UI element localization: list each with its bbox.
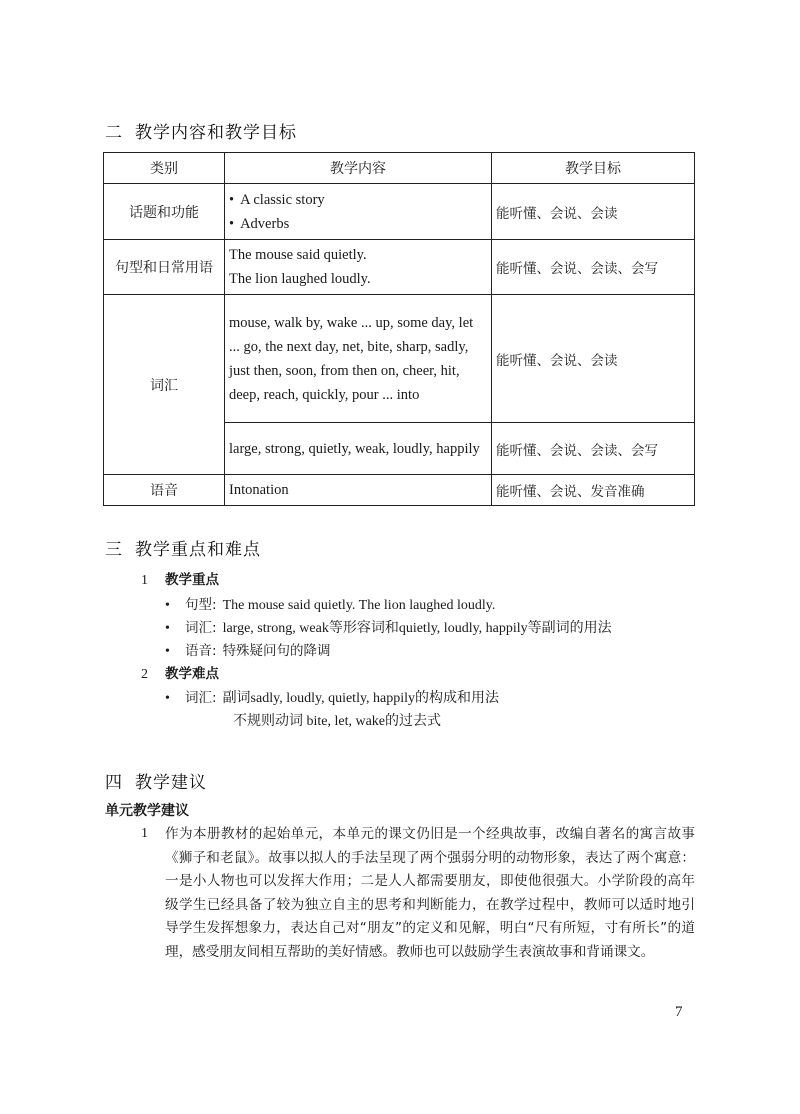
table-cell-content: large, strong, quietly, weak, loudly, happily [225, 423, 492, 475]
table-cell-content [225, 184, 492, 240]
table-cell-goal: 能听懂、会说、发音准确 [492, 475, 695, 506]
subsection-difficulties: 2 教学难点 [141, 666, 219, 682]
table-cell-content: mouse, walk by, wake ... up, some day, let ... go, the next day, net, bite, sharp, sadly, just then, soon, from then on, cheer, hit, deep, reach, quickly, pour ... into [225, 295, 492, 423]
suggestion-paragraph: 作为本册教材的起始单元，本单元的课文仍旧是一个经典故事，改编自著名的寓言故事《狮子和老鼠》。故事以拟人的手法呈现了两个强弱分明的动物形象，表达了两个寓意：一是小人物也可以发挥大作用；二是人人都需要朋友，即使他很强大。小学阶段的高年级学生已经具备了较为独立自主的思考和判断能力，在教学过程中，教师可以适时地引导学生发挥想象力，表达自己对“朋友”的定义和见解，明白“尺有所短，寸有所长”的道理，感受朋友间相互帮助的美好情感。教师也可以鼓励学生表演故事和背诵课文。 [165, 826, 695, 960]
list-item: • A classic story [229, 188, 487, 212]
table-cell-goal: 能听懂、会说、会读 [492, 295, 695, 423]
list-item: • 词汇: large, strong, weak等形容词和quietly, loudly, happily等副词的用法 [165, 620, 612, 636]
table-cell-category: 词汇 [104, 295, 225, 475]
page-number: 7 [675, 1004, 683, 1020]
table-cell-content: Intonation [225, 475, 492, 506]
table-cell-content: The mouse said quietly. The lion laughed loudly. [225, 240, 492, 295]
table-cell-category: 句型和日常用语 [104, 240, 225, 295]
table-cell-category: 语音 [104, 475, 225, 506]
table-header-row [104, 153, 695, 184]
list-item: • 词汇: 副词sadly, loudly, quietly, happily的构成和用法 [165, 690, 500, 706]
header-content: 教学内容 [225, 153, 492, 184]
section-heading-content-goals: 二 教学内容和教学目标 [105, 123, 297, 143]
list-item: • 句型: The mouse said quietly. The lion laughed loudly. [165, 597, 496, 613]
header-category: 类别 [104, 153, 225, 184]
section-heading-key-points: 三 教学重点和难点 [105, 540, 261, 560]
table-row [104, 295, 695, 423]
subsection-key-points: 1 教学重点 [141, 572, 219, 588]
table-cell-goal: 能听懂、会说、会读、会写 [492, 240, 695, 295]
list-item: • Adverbs [229, 212, 487, 236]
paragraph-number: 1 [141, 826, 148, 841]
table-cell-goal: 能听懂、会说、会读、会写 [492, 423, 695, 475]
table-row [104, 184, 695, 240]
table-row [104, 475, 695, 506]
section-heading-suggestions: 四 教学建议 [105, 773, 207, 793]
list-item: • 语音: 特殊疑问句的降调 [165, 643, 331, 659]
list-item-continuation: 不规则动词 bite, let, wake的过去式 [233, 714, 442, 729]
subheading-unit-suggestions: 单元教学建议 [105, 803, 189, 819]
table-cell-category: 话题和功能 [104, 184, 225, 240]
table-cell-goal: 能听懂、会说、会读 [492, 184, 695, 240]
header-goal: 教学目标 [492, 153, 695, 184]
content-goals-table [103, 152, 695, 506]
table-row [104, 240, 695, 295]
